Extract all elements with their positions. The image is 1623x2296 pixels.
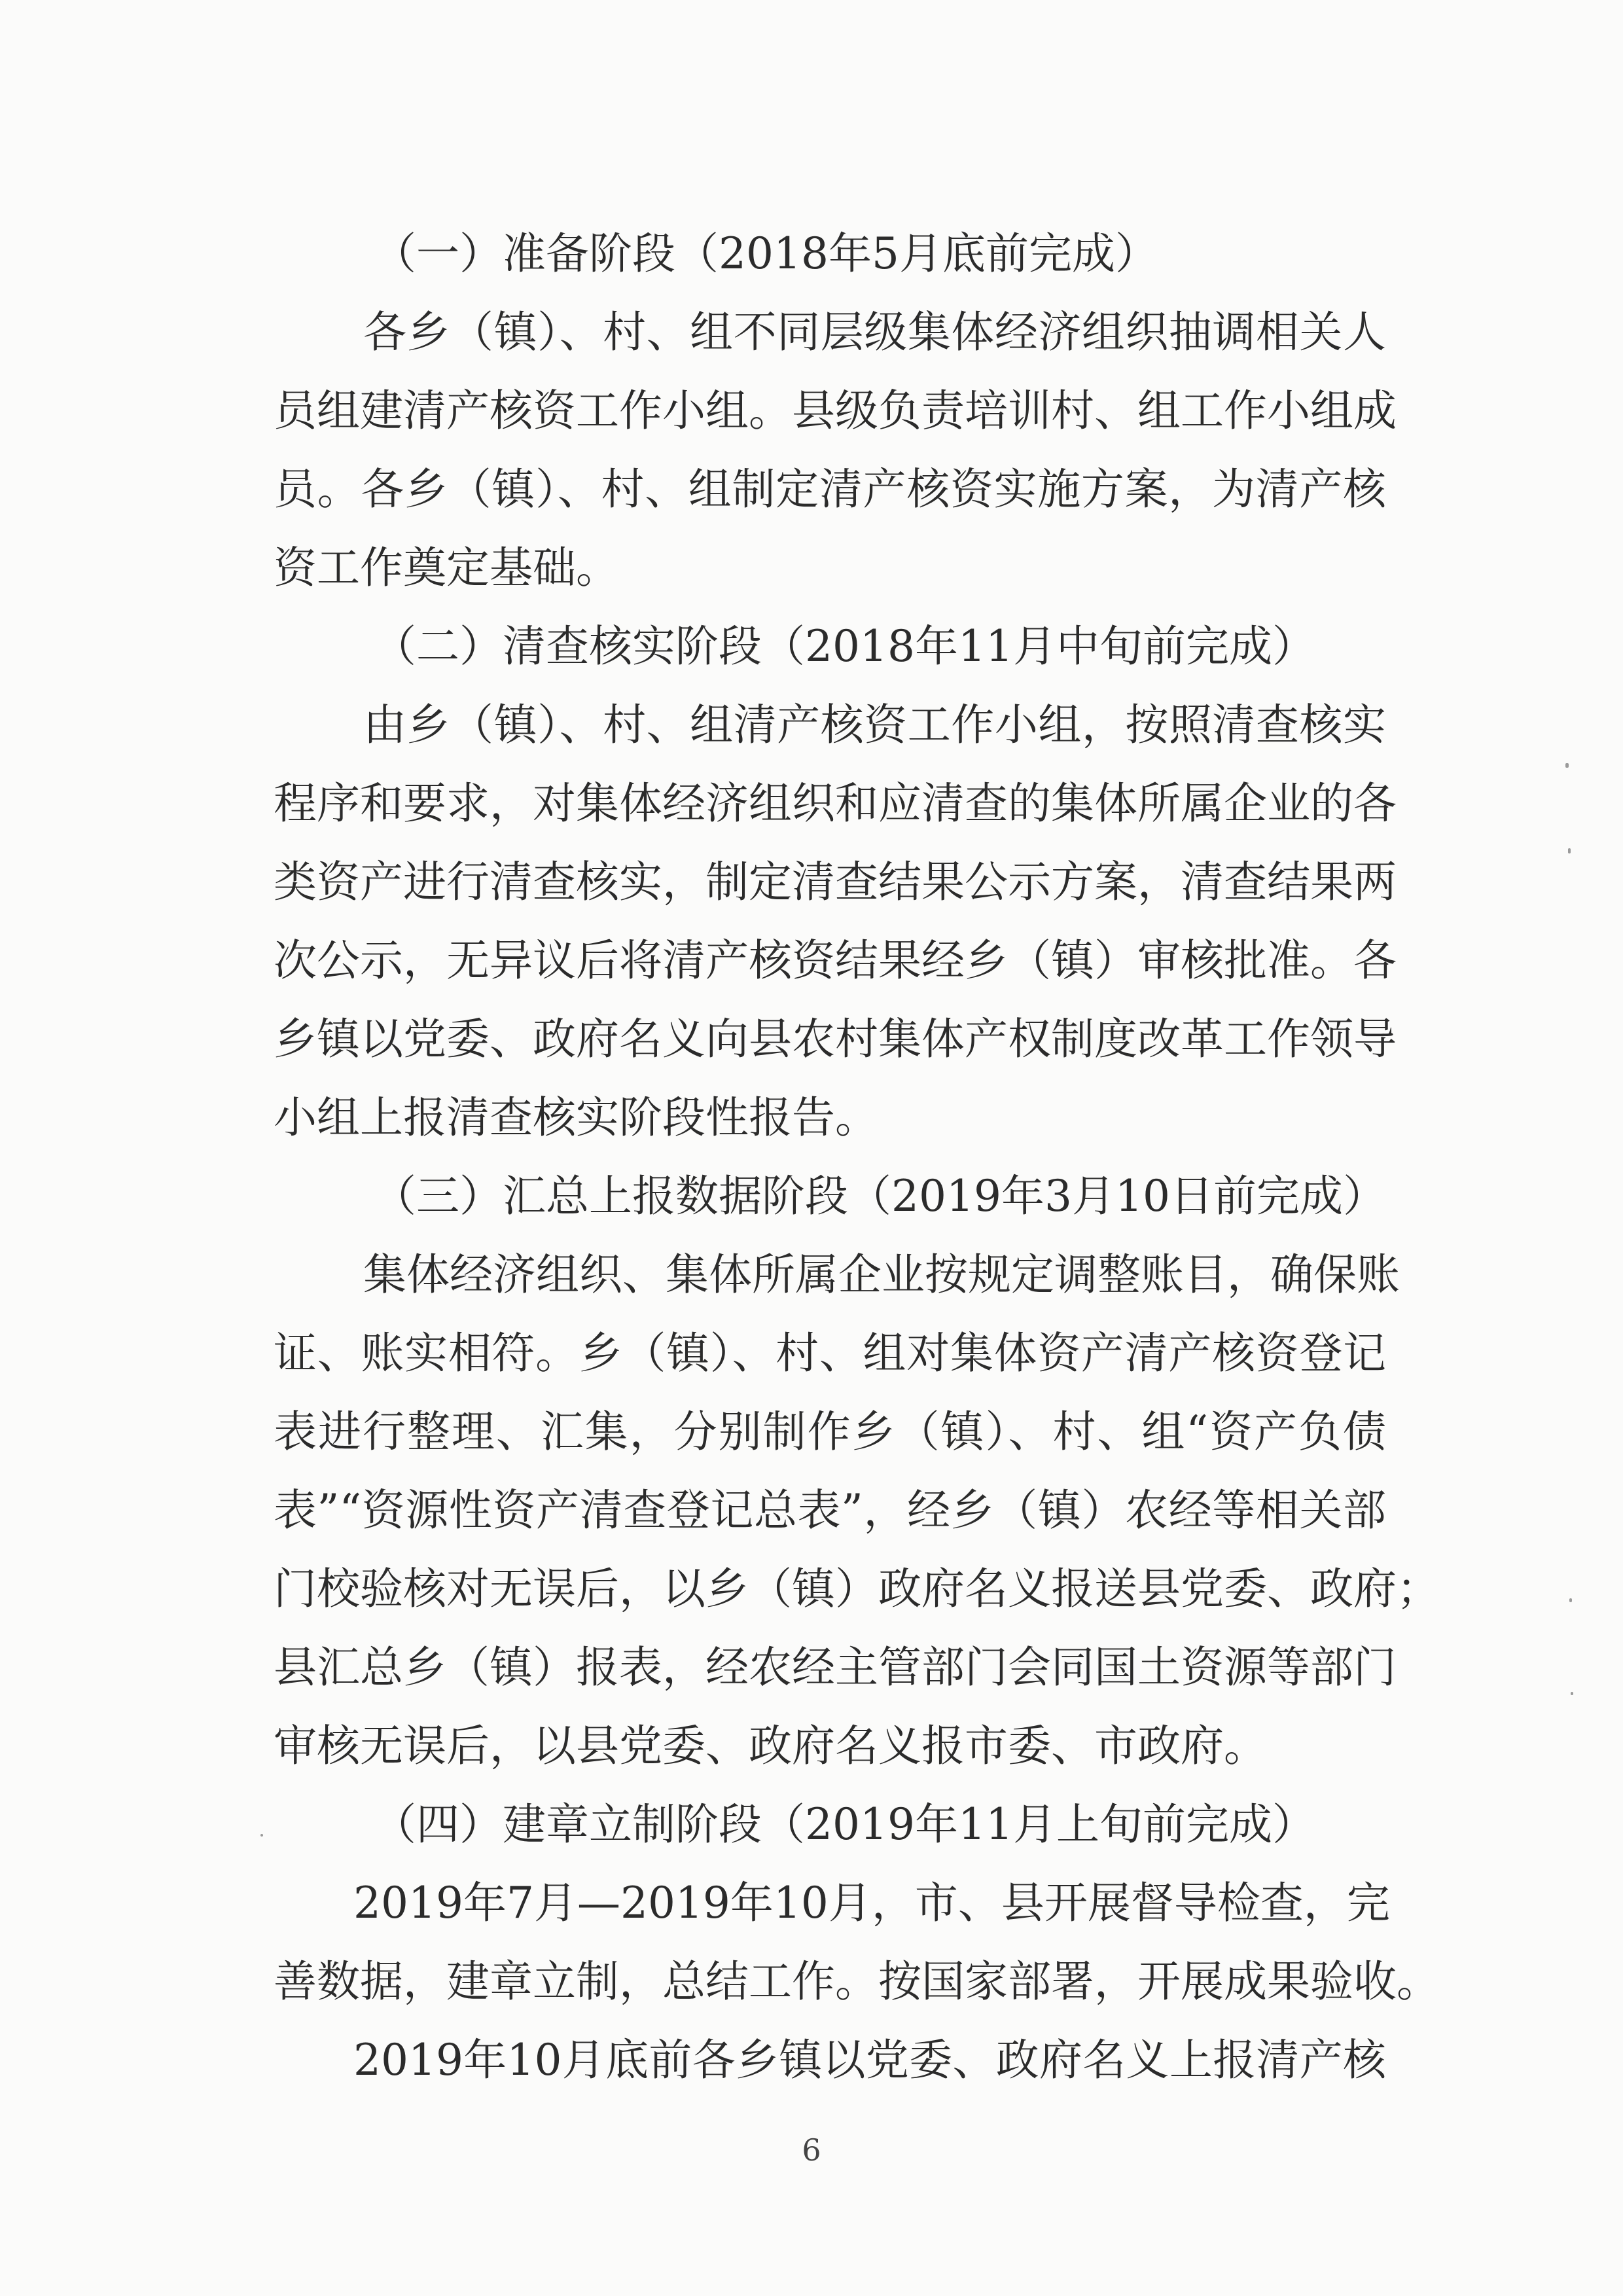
scan-speck: [1565, 763, 1569, 768]
paragraph-line: 门校验核对无误后，以乡（镇）政府名义报送县党委、政府；: [274, 1564, 1440, 1614]
paragraph-line: 表进行整理、汇集，分别制作乡（镇）、村、组“资产负债: [274, 1407, 1386, 1457]
section-heading-2: （二）清查核实阶段（2018年11月中旬前完成）: [373, 621, 1315, 672]
paragraph-line: 表”“资源性资产清查登记总表”，经乡（镇）农经等相关部: [274, 1485, 1386, 1535]
paragraph-line: 员组建清产核资工作小组。县级负责培训村、组工作小组成: [274, 386, 1397, 436]
paragraph-line: 审核无误后，以县党委、政府名义报市委、市政府。: [274, 1721, 1267, 1771]
paragraph-line: 类资产进行清查核实，制定清查结果公示方案，清查结果两: [274, 857, 1397, 907]
paragraph-line: 员。各乡（镇）、村、组制定清产核资实施方案，为清产核: [274, 464, 1386, 514]
paragraph-line: 小组上报清查核实阶段性报告。: [274, 1092, 878, 1143]
paragraph-line: 程序和要求，对集体经济组织和应清查的集体所属企业的各: [274, 778, 1397, 829]
scan-speck: [260, 1834, 263, 1837]
paragraph-line: 次公示，无异议后将清产核资结果经乡（镇）审核批准。各: [274, 935, 1397, 986]
scan-speck: [1568, 848, 1571, 853]
section-heading-1: （一）准备阶段（2018年5月底前完成）: [373, 228, 1158, 279]
paragraph-line: 2019年10月底前各乡镇以党委、政府名义上报清产核: [353, 2035, 1386, 2085]
scan-speck: [1571, 1692, 1573, 1695]
paragraph-line: 各乡（镇）、村、组不同层级集体经济组织抽调相关人: [363, 307, 1386, 357]
paragraph-line: 集体经济组织、集体所属企业按规定调整账目，确保账: [363, 1249, 1400, 1300]
paragraph-line: 资工作奠定基础。: [274, 543, 619, 593]
paragraph-line: 证、账实相符。乡（镇）、村、组对集体资产清产核资登记: [274, 1328, 1386, 1378]
paragraph-line: 由乡（镇）、村、组清产核资工作小组，按照清查核实: [363, 700, 1386, 750]
paragraph-line: 2019年7月—2019年10月，市、县开展督导检查，完: [353, 1878, 1390, 1928]
page-number: 6: [802, 2132, 821, 2168]
paragraph-line: 乡镇以党委、政府名义向县农村集体产权制度改革工作领导: [274, 1014, 1397, 1064]
section-heading-4: （四）建章立制阶段（2019年11月上旬前完成）: [373, 1799, 1315, 1850]
section-heading-3: （三）汇总上报数据阶段（2019年3月10日前完成）: [373, 1171, 1386, 1221]
paragraph-line: 善数据，建章立制，总结工作。按国家部署，开展成果验收。: [274, 1956, 1440, 2007]
paragraph-line: 县汇总乡（镇）报表，经农经主管部门会同国土资源等部门: [274, 1642, 1397, 1693]
scan-speck: [1569, 1598, 1572, 1602]
